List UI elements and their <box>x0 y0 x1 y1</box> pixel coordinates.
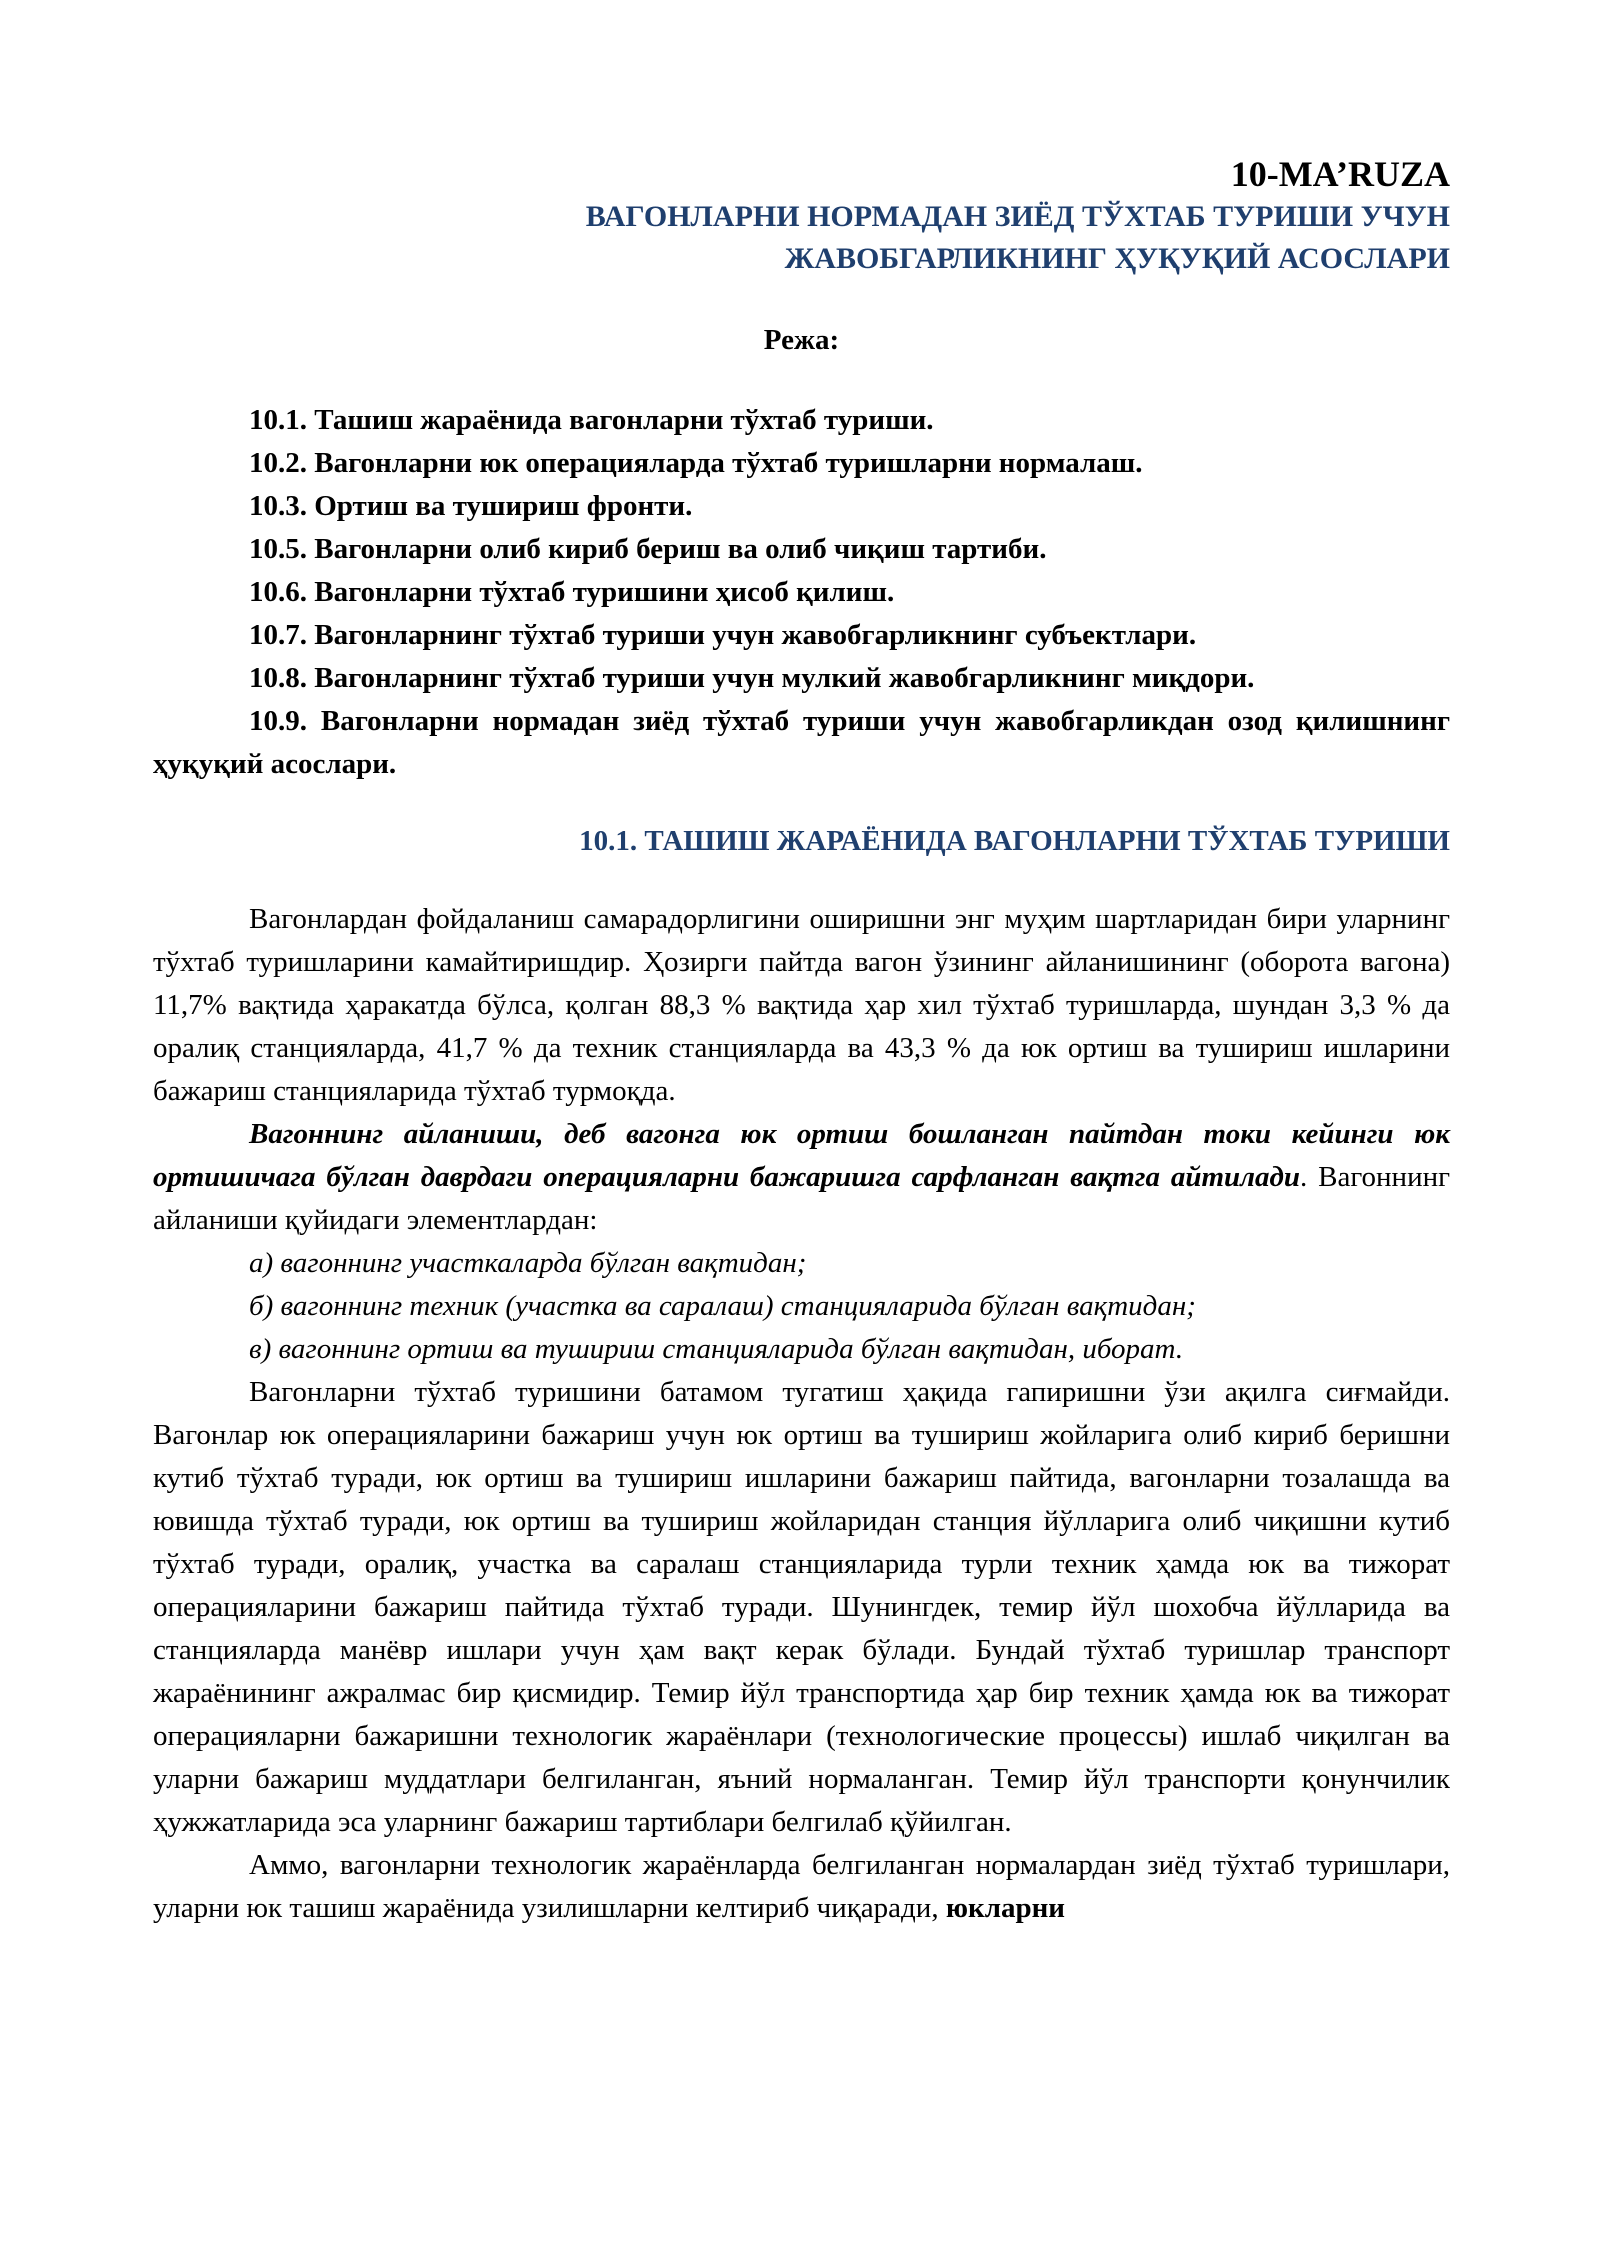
plan-item: 10.6. Вагонларни тўхтаб туришини ҳисоб қилиш. <box>249 576 895 608</box>
paragraph-3: Вагонларни тўхтаб туришини батамом тугатиш ҳақида гапиришни ўзи ақилга сиғмайди. Вагонлар юк операцияларини бажариш учун юк ортиш ва тушириш жойларига олиб кириб беришни кутиб тўхтаб туради, юк ортиш ва тушириш ишларини бажариш пайтида, вагонларни тозалашда ва ювишда тўхтаб туради, юк ортиш ва тушириш жойларидан станция йўлларига олиб чиқишни кутиб тўхтаб туради, оралиқ, участка ва саралаш станцияларида турли техник ҳамда юк ва тижорат операцияларини бажариш пайтида тўхтаб туради. Шунингдек, темир йўл шохобча йўлларида ва станцияларда манёвр ишлари учун ҳам вақт керак бўлади. Бундай тўхтаб туришлар транспорт жараёнининг ажралмас бир қисмидир. Темир йўл транспортида ҳар бир техник ҳамда юк ва тижорат операцияларни бажаришни технологик жараёнлари (технологические процессы) ишлаб чиқилган ва уларни бажариш муддатлари белгиланган, яъний нормаланган. Темир йўл транспорти қонунчилик ҳужжатларида эса уларнинг бажариш тартиблари белгилаб қўйилган. <box>153 1376 1450 1838</box>
plan-item: 10.2. Вагонларни юк операцияларда тўхтаб туришларни нормалаш. <box>249 447 1143 479</box>
list-item: а) вагоннинг участкаларда бўлган вақтидан; <box>249 1247 807 1279</box>
paragraph-4-bold: юкларни <box>945 1892 1066 1924</box>
paragraph-2 <box>153 1113 1450 1242</box>
lecture-number: 10-MA’RUZA <box>1230 154 1450 194</box>
plan-item: 10.9. Вагонларни нормадан зиёд тўхтаб туриши учун жавобгарликдан озод қилишнинг ҳуқуқий асослари. <box>153 705 1450 780</box>
section-heading: 10.1. ТАШИШ ЖАРАЁНИДА ВАГОНЛАРНИ ТЎХТАБ ТУРИШИ <box>579 825 1450 857</box>
section-body <box>153 898 1450 1930</box>
plan-item: 10.1. Ташиш жараёнида вагонларни тўхтаб туриши. <box>249 404 934 436</box>
list-item: б) вагоннинг техник (участка ва саралаш) станцияларида бўлган вақтидан; <box>249 1290 1196 1322</box>
plan-item: 10.3. Ортиш ва тушириш фронти. <box>249 490 693 522</box>
lecture-title-line-1: ВАГОНЛАРНИ НОРМАДАН ЗИЁД ТЎХТАБ ТУРИШИ УЧУН <box>585 200 1450 233</box>
paragraph-4 <box>153 1844 1450 1930</box>
list-item: в) вагоннинг ортиш ва тушириш станцияларида бўлган вақтидан, иборат. <box>249 1333 1184 1365</box>
plan-item: 10.5. Вагонларни олиб кириб бериш ва олиб чиқиш тартиби. <box>249 533 1047 565</box>
lecture-title-line-2: ЖАВОБГАРЛИКНИНГ ҲУҚУҚИЙ АСОСЛАРИ <box>784 242 1450 275</box>
paragraph-4-text: Аммо, вагонларни технологик жараёнларда белгиланган нормалардан зиёд тўхтаб туришлари, уларни юк ташиш жараёнида узилишларни келтириб чиқаради, <box>153 1849 1450 1924</box>
plan-item: 10.7. Вагонларнинг тўхтаб туриши учун жавобгарликнинг субъектлари. <box>249 619 1197 651</box>
paragraph-1: Вагонлардан фойдаланиш самарадорлигини оширишни энг муҳим шартларидан бири уларнинг тўхтаб туришларини камайтиришдир. Ҳозирги пайтда вагон ўзининг айланишининг (оборота вагона) 11,7% вақтида ҳаракатда бўлса, қолган 88,3 % вақтида ҳар хил тўхтаб туришларда, шундан 3,3 % да оралиқ станцияларда, 41,7 % да техник станцияларда ва 43,3 % да юк ортиш ва тушириш ишларини бажариш станцияларида тўхтаб турмоқда. <box>153 903 1450 1107</box>
plan-item: 10.8. Вагонларнинг тўхтаб туриши учун мулкий жавобгарликнинг миқдори. <box>249 662 1255 694</box>
paragraph-2-rest: . Вагоннинг айланиши қуйидаги элементлардан: <box>153 1161 1451 1236</box>
plan-heading: Режа: <box>763 324 840 356</box>
plan-list <box>153 399 1450 786</box>
definition-emphasis: Вагоннинг айланиши, деб вагонга юк ортиш бошланган пайтдан токи кейинги юк ортишичага бўлган даврдаги операцияларни бажаришга сарфланган вақтга айтилади <box>153 1118 1450 1193</box>
